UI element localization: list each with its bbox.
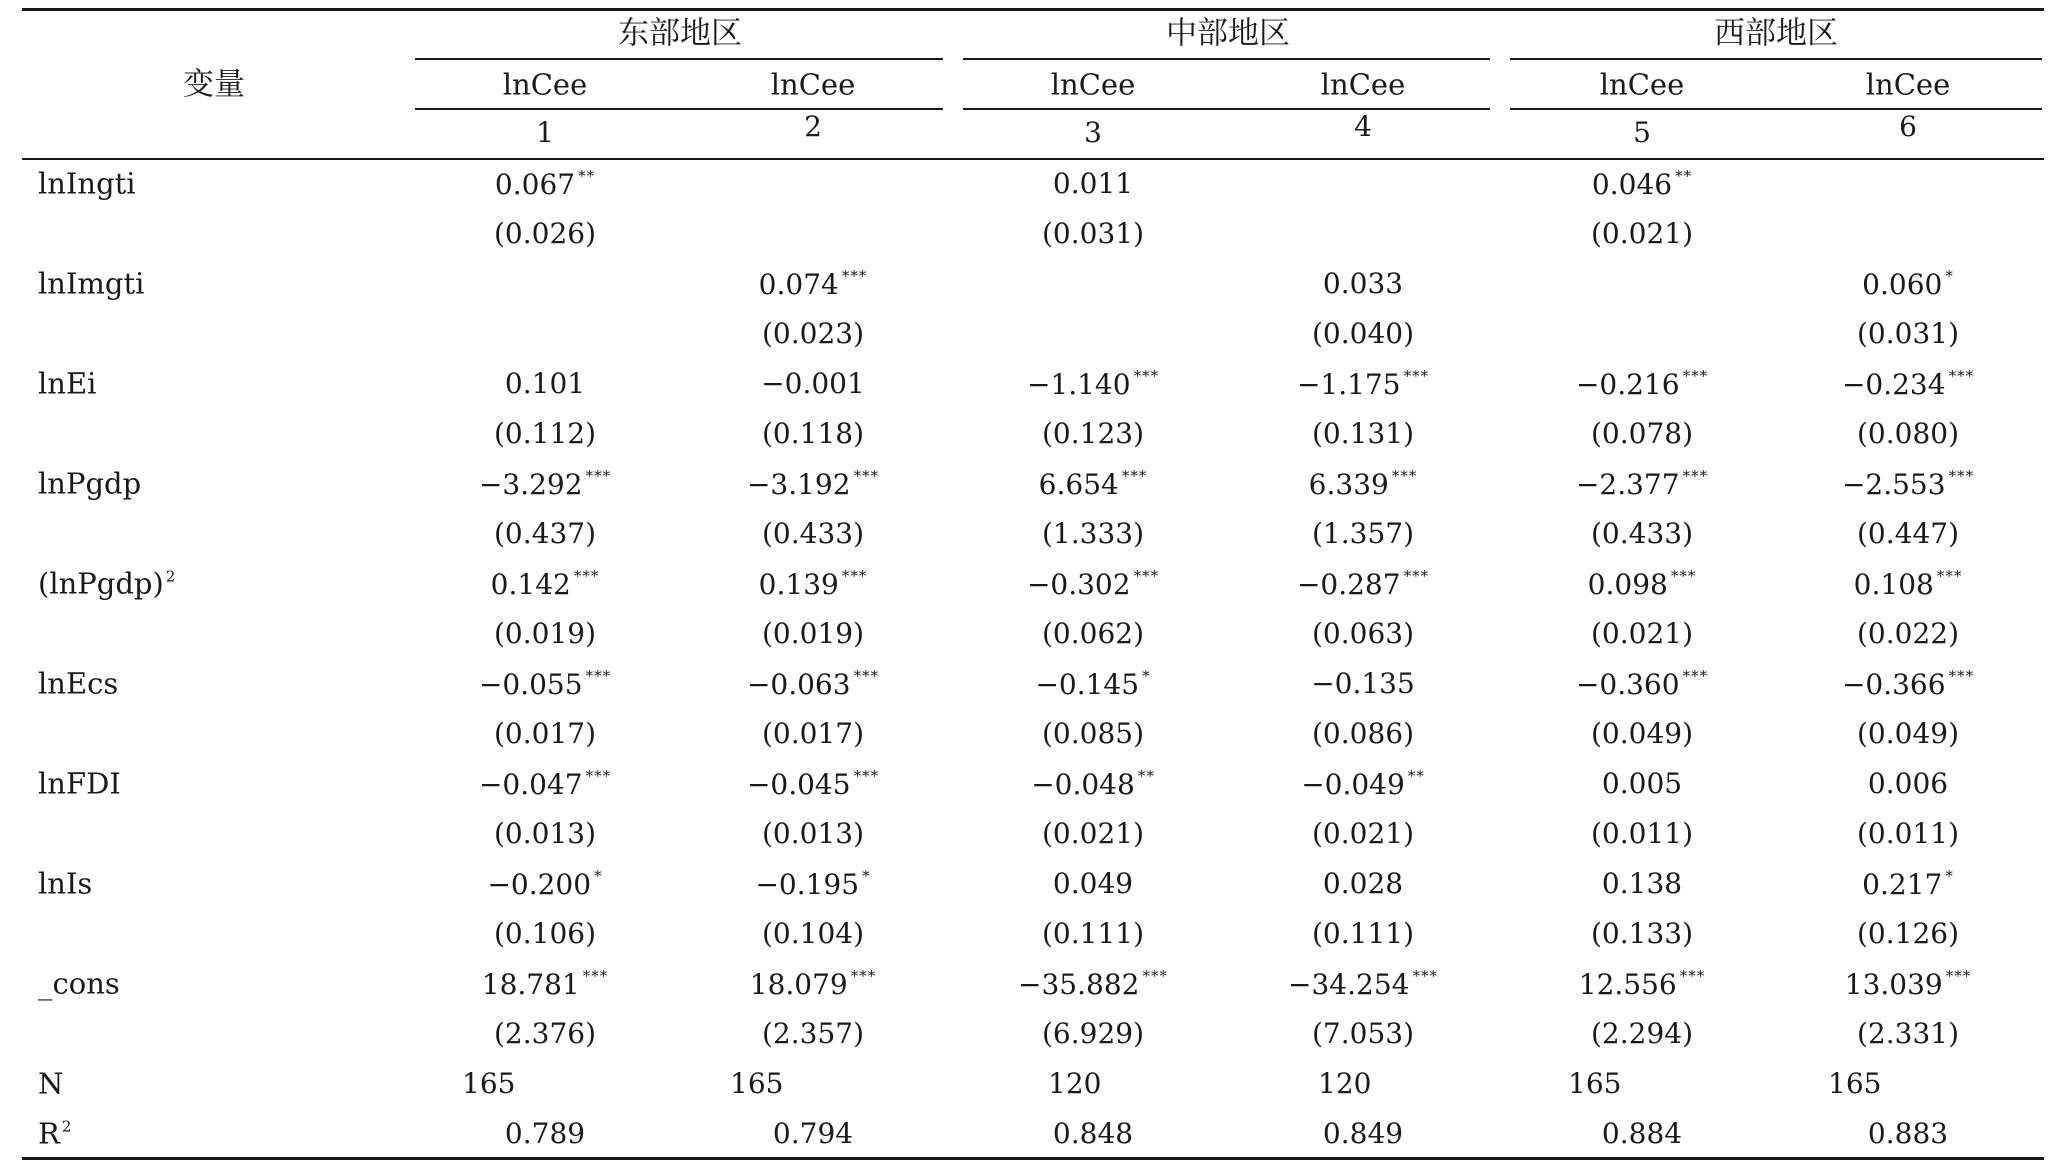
coef-value: −35.882 [1018,968,1140,1001]
significance-stars: * [1945,267,1954,285]
coef-value: −0.302 [1026,568,1131,601]
coef-value: 0.067 [494,168,576,201]
coef-value: −0.055 [478,668,583,701]
significance-stars: ** [578,167,596,185]
stat-label-text: R [38,1116,60,1151]
coef-value: 18.079 [749,968,848,1001]
row-label-text: lnEi [38,366,97,401]
depvar-rule [963,108,1490,110]
significance-stars: ** [1137,767,1155,785]
coef-value: −3.292 [478,468,583,501]
std-error-cell: (0.086) [1311,717,1415,750]
significance-stars: *** [1679,967,1706,985]
std-error-cell: (1.333) [1041,517,1145,550]
coef-value: −0.195 [755,868,860,901]
significance-stars: *** [585,467,612,485]
coef-cell [1867,767,1949,800]
coef-cell [759,569,868,599]
std-error-cell: (0.019) [493,617,597,650]
std-error-cell: (0.104) [761,917,865,950]
stat-value: 120 [1318,1067,1372,1100]
significance-stars: *** [1948,667,1975,685]
significance-stars: *** [853,467,880,485]
coef-cell [1862,269,1954,299]
std-error-cell: (0.111) [1041,917,1145,950]
coef-value: 0.028 [1322,867,1404,900]
coef-value: 13.039 [1844,968,1943,1001]
group-header: 东部地区 [618,15,742,52]
model-number: 5 [1633,116,1651,149]
coef-value: −0.200 [487,868,592,901]
coef-value: 0.049 [1052,867,1134,900]
coef-value: −0.360 [1575,668,1680,701]
coef-cell [755,869,870,899]
std-error-cell: (0.026) [493,217,597,250]
std-error-cell: (2.357) [761,1017,865,1050]
coef-value: −2.377 [1575,468,1680,501]
group-rule [415,58,943,60]
stat-label-superscript: 2 [61,1117,72,1136]
coef-cell [747,669,879,699]
significance-stars: *** [585,667,612,685]
coef-value: 0.060 [1862,268,1943,301]
coef-value: 0.005 [1601,767,1683,800]
significance-stars: *** [1412,967,1438,985]
std-error-cell: (0.437) [493,517,597,550]
row-label-text: _cons [38,966,120,1001]
significance-stars: *** [1682,367,1709,385]
coef-cell [1842,669,1974,699]
row-label-text: lnEcs [38,666,119,701]
std-error-cell: (0.062) [1041,617,1145,650]
std-error-cell: (1.357) [1311,517,1415,550]
significance-stars: ** [1407,767,1425,785]
std-error-cell: (0.447) [1856,517,1960,550]
std-error-cell: (0.111) [1311,917,1415,950]
row-label [38,966,120,1001]
coef-cell [1288,969,1438,999]
row-label-text: lnIs [38,866,93,901]
coef-cell [479,769,611,799]
row-label [38,466,142,501]
row-label-text: (lnPgdp) [38,566,164,601]
row-label-superscript: 2 [165,567,176,586]
coef-cell [487,869,602,899]
std-error-cell: (0.433) [1590,517,1694,550]
std-error-cell: (0.078) [1590,417,1694,450]
stat-value: 165 [462,1067,516,1100]
stat-label-text: N [38,1066,64,1101]
coef-value: −0.048 [1031,768,1135,801]
significance-stars: *** [853,667,880,685]
coef-value: −0.216 [1575,368,1680,401]
std-error-cell: (0.013) [761,817,865,850]
coef-cell [491,569,600,599]
coef-cell [759,269,868,299]
coef-cell [1862,869,1954,899]
coef-cell [1576,469,1708,499]
model-number: 3 [1084,116,1102,149]
coef-cell [1322,267,1404,300]
coef-value: −0.001 [761,367,865,400]
coef-value: 0.217 [1862,868,1943,901]
significance-stars: *** [585,767,612,785]
coef-value: 0.033 [1322,267,1404,300]
coef-cell [747,769,879,799]
coef-cell [1052,867,1134,900]
coef-cell [1027,569,1159,599]
coef-cell [1311,667,1415,700]
std-error-cell: (0.049) [1590,717,1694,750]
coef-value: −0.135 [1311,667,1415,700]
coef-value: −0.047 [478,768,583,801]
coef-cell [1052,167,1134,200]
coef-cell [1301,769,1425,799]
significance-stars: *** [1391,467,1418,485]
coef-cell [761,367,865,400]
significance-stars: *** [1682,467,1709,485]
significance-stars: *** [1670,567,1697,585]
coef-value: −1.175 [1296,368,1401,401]
std-error-cell: (0.049) [1856,717,1960,750]
coef-value: 0.138 [1601,867,1683,900]
model-number: 4 [1354,110,1372,143]
row-label [38,866,93,901]
significance-stars: *** [850,967,877,985]
coef-value: −0.063 [746,668,851,701]
significance-stars: *** [1403,567,1430,585]
significance-stars: *** [1948,467,1975,485]
coef-cell [495,169,595,199]
dep-var-label: lnCee [770,67,856,102]
bottom-rule [22,1157,2044,1160]
coef-value: 0.098 [1587,568,1668,601]
std-error-cell: (0.011) [1856,817,1960,850]
dep-var-label: lnCee [1865,67,1951,102]
std-error-cell: (0.123) [1041,417,1145,450]
std-error-cell: (0.017) [493,717,597,750]
std-error-cell: (0.131) [1311,417,1415,450]
coef-value: 6.339 [1308,468,1389,501]
dep-var-label: lnCee [1320,67,1406,102]
std-error-cell: (0.080) [1856,417,1960,450]
coef-value: 0.139 [758,568,839,601]
stat-value: 0.789 [504,1117,586,1150]
coef-cell [1035,669,1150,699]
coef-cell [1576,669,1708,699]
coef-cell [1297,569,1429,599]
stat-value: 120 [1048,1067,1102,1100]
coef-value: 0.108 [1853,568,1934,601]
std-error-cell: (0.021) [1590,217,1694,250]
stat-value: 0.883 [1867,1117,1949,1150]
stat-value: 165 [1568,1067,1622,1100]
coef-cell [750,969,876,999]
coef-value: 0.046 [1591,168,1673,201]
coef-cell [1842,469,1974,499]
model-number: 2 [804,110,822,143]
coef-value: 0.101 [504,367,586,400]
std-error-cell: (7.053) [1311,1017,1415,1050]
stub-header: 变量 [183,66,245,103]
stat-value: 0.794 [772,1117,854,1150]
std-error-cell: (0.118) [761,417,865,450]
std-error-cell: (0.011) [1590,817,1694,850]
coef-value: −0.049 [1301,768,1405,801]
std-error-cell: (0.112) [493,417,597,450]
coef-cell [479,469,611,499]
coef-cell [1854,569,1963,599]
significance-stars: ** [1675,167,1693,185]
significance-stars: *** [573,567,600,585]
std-error-cell: (0.031) [1041,217,1145,250]
std-error-cell: (0.021) [1590,617,1694,650]
stat-value: 0.884 [1601,1117,1683,1150]
row-label [38,166,136,201]
std-error-cell: (0.106) [493,917,597,950]
stat-value: 0.848 [1052,1117,1134,1150]
coef-value: −0.234 [1841,368,1946,401]
significance-stars: * [862,867,871,885]
row-label-text: lnIngti [38,166,136,201]
depvar-rule [1510,108,2042,110]
std-error-cell: (0.133) [1590,917,1694,950]
coef-value: 18.781 [481,968,580,1001]
significance-stars: *** [1948,367,1975,385]
group-header: 中部地区 [1166,15,1290,52]
significance-stars: *** [1121,467,1148,485]
significance-stars: * [594,867,603,885]
significance-stars: *** [582,967,609,985]
std-error-cell: (0.021) [1041,817,1145,850]
coef-value: −0.145 [1035,668,1140,701]
std-error-cell: (2.331) [1856,1017,1960,1050]
dep-var-label: lnCee [1599,67,1685,102]
coef-cell [1576,369,1708,399]
std-error-cell: (0.031) [1856,317,1960,350]
significance-stars: *** [1403,367,1430,385]
stat-value: 165 [730,1067,784,1100]
std-error-cell: (0.433) [761,517,865,550]
row-label [38,366,97,401]
std-error-cell: (0.019) [761,617,865,650]
coef-cell [1601,867,1683,900]
significance-stars: *** [1133,567,1160,585]
significance-stars: *** [1682,667,1709,685]
std-error-cell: (0.017) [761,717,865,750]
std-error-cell: (0.021) [1311,817,1415,850]
group-header: 西部地区 [1714,15,1838,52]
significance-stars: *** [841,267,868,285]
significance-stars: *** [1133,367,1160,385]
coef-cell [479,669,611,699]
stat-value: 0.849 [1322,1117,1404,1150]
row-label-text: lnFDI [38,766,121,801]
significance-stars: *** [1142,967,1168,985]
significance-stars: * [1142,667,1151,685]
coef-cell [1842,369,1974,399]
coef-cell [1309,469,1418,499]
stat-value: 165 [1828,1067,1882,1100]
coef-value: 0.074 [758,268,839,301]
coef-value: −3.192 [746,468,851,501]
coef-cell [1588,569,1697,599]
model-number: 1 [536,116,554,149]
std-error-cell: (2.294) [1590,1017,1694,1050]
coef-value: 12.556 [1578,968,1677,1001]
coef-cell [1322,867,1404,900]
row-label [38,566,176,601]
coef-cell [1027,369,1159,399]
coef-value: −2.553 [1841,468,1946,501]
coef-cell [1018,969,1168,999]
dep-var-label: lnCee [502,67,588,102]
std-error-cell: (0.040) [1311,317,1415,350]
std-error-cell: (0.085) [1041,717,1145,750]
stat-label [38,1066,64,1101]
std-error-cell: (0.022) [1856,617,1960,650]
dep-var-label: lnCee [1050,67,1136,102]
std-error-cell: (6.929) [1041,1017,1145,1050]
group-rule [1510,58,2042,60]
top-rule [22,8,2044,11]
coef-value: −1.140 [1026,368,1131,401]
coef-cell [1845,969,1971,999]
header-bottom-rule [22,158,2044,160]
coef-cell [1031,769,1155,799]
coef-cell [504,367,586,400]
depvar-rule [415,108,943,110]
row-label-text: lnPgdp [38,466,142,501]
row-label-text: lnImgti [38,266,145,301]
std-error-cell: (0.063) [1311,617,1415,650]
significance-stars: *** [853,767,880,785]
significance-stars: *** [841,567,868,585]
std-error-cell: (2.376) [493,1017,597,1050]
row-label [38,666,119,701]
coef-value: −34.254 [1288,968,1410,1001]
std-error-cell: (0.023) [761,317,865,350]
row-label [38,766,121,801]
coef-cell [1039,469,1148,499]
significance-stars: * [1945,867,1954,885]
significance-stars: *** [1945,967,1972,985]
coef-value: 0.142 [490,568,571,601]
coef-cell [1601,767,1683,800]
coef-value: 0.011 [1052,167,1134,200]
group-rule [963,58,1490,60]
row-label [38,266,145,301]
coef-value: 6.654 [1038,468,1119,501]
model-number: 6 [1899,110,1917,143]
coef-cell [1297,369,1429,399]
std-error-cell: (0.013) [493,817,597,850]
stat-label [38,1116,72,1151]
coef-cell [1579,969,1705,999]
coef-value: −0.287 [1296,568,1401,601]
significance-stars: *** [1936,567,1963,585]
coef-cell [482,969,608,999]
coef-cell [1592,169,1692,199]
coef-cell [747,469,879,499]
coef-value: −0.045 [746,768,851,801]
coef-value: −0.366 [1841,668,1946,701]
coef-value: 0.006 [1867,767,1949,800]
std-error-cell: (0.126) [1856,917,1960,950]
